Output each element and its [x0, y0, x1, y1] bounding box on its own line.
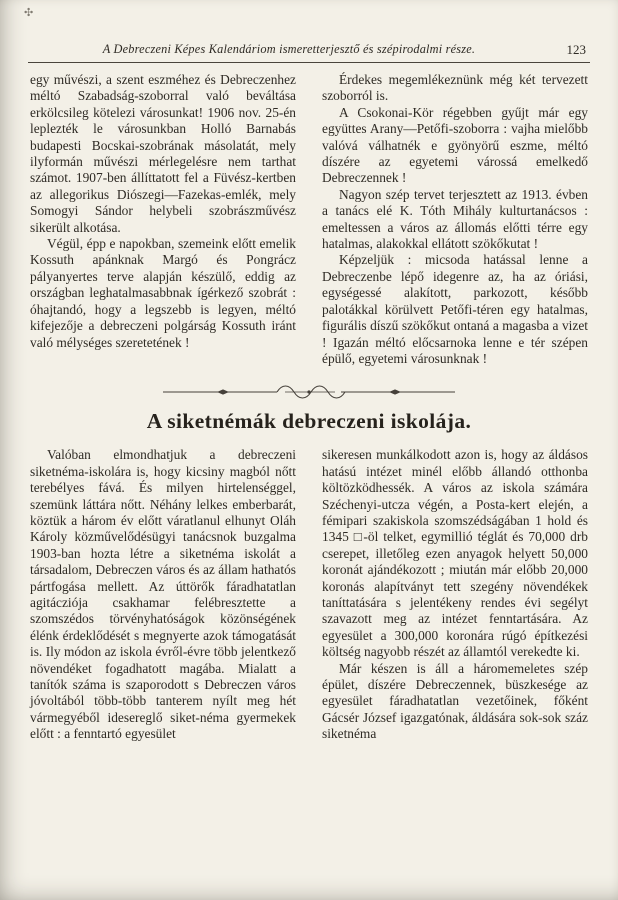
page-number: 123 — [566, 42, 586, 57]
paragraph: Képzeljük : micsoda hatással lenne a Debreczenbe lépő idegenre az, ha az óriási, egységessé alakított, parkozott, később palotákkal körülvett Petőfi-téren egy hatalmas, figurális díszű szökőkut ontaná a magasba a vizet ! Igazán méltó előcsarnoka lenne e tér szépen épülő, egyetemi városunknak ! — [322, 252, 588, 366]
paragraph: egy művészi, a szent eszméhez és Debreczenhez méltó Szabadság-szoborral való beváltása erkölcsileg kötelezi városunkat! 1906 nov. 25-én leplezték le városunkban Holló Barnabás budapesti Bocskai-szobrának másolatát, mely ilyformán művészi mérlegelésre nem tarthat számot. 1907-ben állíttatott fel a Füvész-kertben az allegorikus Diószegi—Fazekas-emlék, mely Somogyi Sándor helybeli szobrászművész sikerült alkotása. — [30, 72, 296, 235]
running-title: A Debreczeni Képes Kalendáriom ismeretterjesztő és szépirodalmi része. — [102, 42, 476, 56]
print-artifact-mark: ✣ — [24, 7, 34, 19]
paragraph: Nagyon szép tervet terjesztett az 1913. évben a tanács elé K. Tóth Mihály kulturtanácsos : emeltessen a város az állomás előtti térre egy hatalmas, alakokkal ellátott szökőkutat ! — [322, 186, 588, 252]
section-school-article — [30, 447, 588, 742]
paragraph: Már készen is áll a háromemeletes szép épület, díszére Debreczennek, büszkesége az egyesület fáradhatatlan vezetőinek, főként Gácsér József igazgatónak, áldására sok-sok száz siketnéma — [322, 660, 588, 742]
statues-left-column — [30, 72, 296, 367]
paragraph: Érdekes megemlékeznünk még két tervezett szoborról is. — [322, 72, 588, 104]
paragraph: Valóban elmondhatjuk a debreczeni siketnéma-iskolára is, hogy kicsiny magból nőtt terebélyes fává. És milyen hirtelenséggel, szemünk láttára nőtt. Néhány lelkes emberbarát, köztük a három év előtt váratlanul elhunyt Oláh Károly közművelődésügyi tanácsnok buzgalma 1903-ban hozta létre a siketnéma iskolát a társadalom, Debreczen város és az állam hathatós pártfogása mellett. Az úttörők fáradhatatlan agitácziója csakhamar felébresztette a szomszédos törvényhatóságok közönségének élénk érdeklődését s megnyerte azok támogatását is. Ily módon az iskola évről-évre több jelentkező növendéket fogadhatott magába. Mialatt a tanítók száma is szaporodott s Debreczen város jóvoltából több-több tanterem nyílt meg hét vármegyéből idesereglő siket-néma gyermekek előtt : a fenntartó egyesület — [30, 447, 296, 742]
article-left-column — [30, 447, 296, 742]
ornamental-divider — [0, 383, 618, 401]
header-rule — [28, 62, 590, 63]
article-right-column — [322, 447, 588, 742]
divider-flourish-icon — [159, 383, 459, 401]
article-title: A siketnémák debreczeni iskolája. — [146, 409, 472, 434]
paragraph: sikeresen munkálkodott azon is, hogy az áldásos hatású intézet minél előbb állandó otthonba költözködhessék. A város az iskola számára Széchenyi-utcza végén, a Posta-kert elején, a fémipari szakiskola szomszédságában 1 hold és 1345 □-öl telket, egymillió téglát és 70,000 drb cserepet, illetőleg ezen anyagok helyett 50,000 koronát ajándékozott ; miután már előbb 20,000 koronás alapítványt tett szegény növendékek taníttatására s jelentékeny rendes évi segélyt szavazott meg az intézet fenntartására. Az egyesület a 300,000 koronára rúgó építkezési költség nagyobb részét az államtól verekedte ki. — [322, 447, 588, 660]
statues-right-column — [322, 72, 588, 367]
paragraph: Végül, épp e napokban, szemeink előtt emelik Kossuth apánknak Margó és Pongrácz pályanyertes terve alapján készülő, eddig az országban leghatalmasabbnak ígérkező szobrát : óhajtandó, hogy a legszebb is legyen, méltó kifejezője a debreczeni polgárság Kossuth iránt való mélységes szeretetének ! — [30, 236, 296, 350]
section-statues — [30, 72, 588, 367]
page-header — [30, 42, 588, 58]
paragraph: A Csokonai-Kör régebben gyűjt már egy együttes Arany—Petőfi-szoborra : vajha mielőbb valóvá válhatnék e gyönyörű eszme, méltó díszére az egyetemi várossá emelkedő Debreczennek ! — [322, 104, 588, 186]
